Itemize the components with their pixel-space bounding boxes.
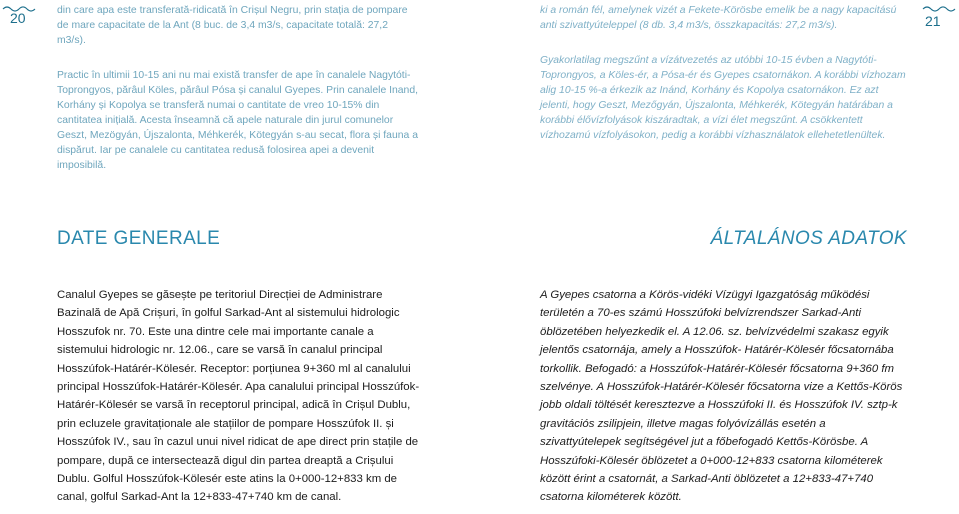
page-number-right: 21 <box>925 13 941 29</box>
body-text-ro: Canalul Gyepes se găsește pe teritoriul Direcției de Administrare Bazinală de Apă Crișuri, în golful Sarkad-Ant al sistemului hidrologic Hosszufok nr. 70. Este una dintre cele mai importante canale a sistemului hidrologic nr. 12.06., care se varsă în canalul principal Hosszúfok-Határér-Kölesér. Receptor: porțiunea 9+360 ml al canalului principal Hosszúfok-Határér-Kölesér. Apa canalului principal Hosszúfok-Határér-Kölesér se varsă în receptorul principal, adică în Crișul Dublu, prin ecluzele gravitaționale ale stațiilor de pompare Hosszúfok II. și Hosszúfok IV., sau în cazul unui nivel ridicat de ape direct prin stațile de pompare, după ce intersectează digul din partea dreaptă a Crișului Dublu. Golful Hosszúfok-Kölesér este atins la 0+000-12+833 km de canal, golful Sarkad-Ant la 12+833-47+740 km de canal. <box>57 289 420 504</box>
intro-text-hu: ki a román fél, amelynek vizét a Fekete-Körösbe emelik be a nagy kapacitású anti szivattyúteleppel (8 db. 3,4 m3/s, összkapacitás: 27,2 m3/s). <box>540 5 897 31</box>
history-text-hu: Gyakorlatilag megszűnt a vízátvezetés az utóbbi 10-15 évben a Nagytóti-Toprongyos, a Köles-ér, a Pósa-ér és Gyepes csatornákon. A korábbi vízhozam alig 10-15 %-a érkezik az Inánd, Korhány és Kopolya csatornákon. Ez azt jelenti, hogy Geszt, Mezőgyán, Újszalonta, Méhkerék, Kötegyán határában a korábbi élővízfolyások kiszáradtak, a vízi élet megszűnt. A csökkentett vízhozamú vízfolyásokon, pedig a korábbi vízhasználatok ellehetetlenültek. <box>540 55 906 141</box>
wave-ornament-right <box>922 4 956 12</box>
body-text-hu: A Gyepes csatorna a Körös-vidéki Vízügyi Igazgatóság működési területén a 70-es számú Hosszúfoki belvízrendszer Sarkad-Anti öblözetében helyezkedik el. A 12.06. sz. belvízvédelmi szakasz egyik jelentős csatornája, amely a Hosszúfok- Határér-Kölesér főcsatornába torkollik. Befogadó: a Hosszúfok-Határér-Kölesér főcsatorna 9+360 fm szelvénye. A Hosszúfok-Határér-Kölesér főcsatorna vize a Kettős-Körös jobb oldali töltését keresztezve a Hosszúfoki II. és Hosszúfok IV. sztp-k gravitációs zsilipjein, illetve magas folyóvízállás esetén a szivattyútelepek segítségével jut a főbefogadó Kettős-Körösbe. A Hosszúfoki-Kölesér öblözetet a 0+000-12+833 csatorna kilométerek között érint a csatornát, a Sarkad-Anti öblözetet a 12+833-47+740 csatorna kilométerek között. <box>540 289 903 504</box>
history-text-ro: Practic în ultimii 10-15 ani nu mai există transfer de ape în canalele Nagytóti-Toprongyos, părâul Köles, părâul Pósa și canalul Gyepes. Prin canalele Inand, Korhány și Kopolya se transferă numai o cantitate de vreo 10-15% din cantitatea inițială. Acesta înseamnă că apele naturale din jurul comunelor Geszt, Mezögyán, Újszalonta, Méhkerék, Kötegyán s-au secat, flora și fauna a dispărut. Iar pe canalele cu cantitatea redusă folosirea apei a devenit imposibilă. <box>57 70 419 171</box>
page-number-left: 20 <box>10 10 26 26</box>
intro-text-ro: din care apa este transferată-ridicată în Crișul Negru, prin stația de pompare de mare capacitate de la Ant (8 buc. de 3,4 m3/s, capacitate totală: 27,2 m3/s). <box>57 5 408 46</box>
section-title-hu: ÁLTALÁNOS ADATOK <box>710 228 907 249</box>
section-title-ro: DATE GENERALE <box>57 228 221 249</box>
